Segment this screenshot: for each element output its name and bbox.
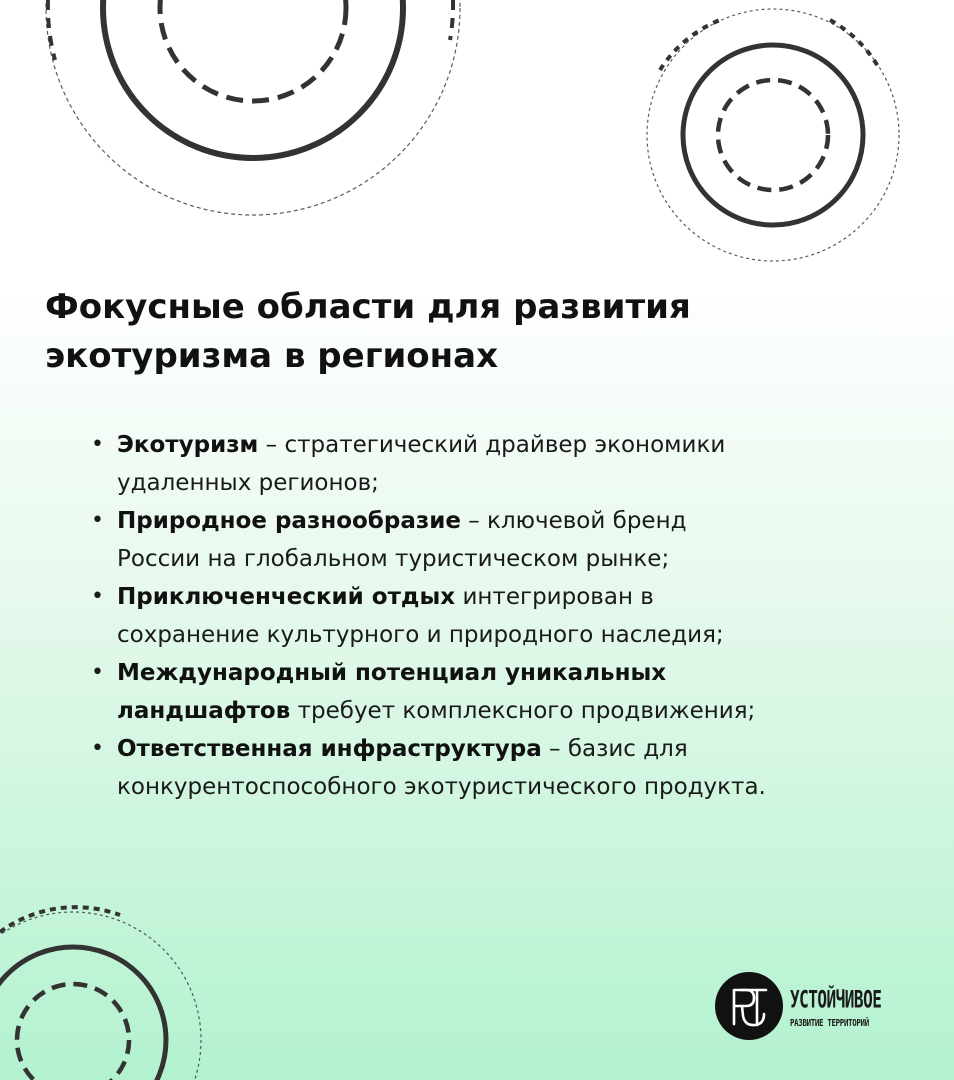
list-item-text: – стратегический драйвер экономики <box>258 432 726 458</box>
list-item-line <box>117 502 910 540</box>
list-item <box>90 502 910 578</box>
list-item-text: интегрирован в <box>455 584 654 610</box>
bullet-marker: • <box>91 660 104 685</box>
logo-title: УСТОЙЧИВОЕ <box>790 985 882 1014</box>
logo-text <box>790 985 882 1029</box>
list-item-term: Международный потенциал уникальных <box>117 660 667 686</box>
list-item <box>90 730 910 806</box>
list-item <box>90 426 910 502</box>
list-item-text: – базис для <box>541 736 688 762</box>
focus-areas-list <box>90 426 910 806</box>
rt-monogram-icon <box>715 972 783 1040</box>
bullet-marker: • <box>91 508 104 533</box>
list-item-term: Природное разнообразие <box>117 508 461 534</box>
list-item-line <box>117 730 910 768</box>
list-item-term: Экотуризм <box>117 432 259 458</box>
list-item <box>90 654 910 730</box>
list-item-term: Ответственная инфраструктура <box>117 736 542 762</box>
list-item-text: требует комплексного продвижения; <box>290 698 756 724</box>
list-item-text: сохранение культурного и природного наследия; <box>117 622 724 648</box>
title-line-2: экотуризма в регионах <box>45 336 499 376</box>
bullet-marker: • <box>91 736 104 761</box>
list-item-term: ландшафтов <box>117 698 291 724</box>
list-item-line <box>117 692 910 730</box>
bullet-marker: • <box>91 584 104 609</box>
concentric-rings-icon <box>46 0 460 215</box>
list-item-line <box>117 426 910 464</box>
list-item-text: России на глобальном туристическом рынке; <box>117 546 670 572</box>
concentric-rings-icon <box>647 9 899 261</box>
list-item-text: – ключевой бренд <box>460 508 687 534</box>
page-title <box>45 283 905 381</box>
list-item-line <box>117 654 910 692</box>
brand-logo <box>715 972 905 1040</box>
concentric-rings-icon <box>0 907 201 1080</box>
list-item-term: Приключенческий отдых <box>117 584 456 610</box>
title-line-1: Фокусные области для развития <box>45 287 691 327</box>
bullet-marker: • <box>91 432 104 457</box>
list-item-text: удаленных регионов; <box>117 470 379 496</box>
list-item-line <box>117 578 910 616</box>
logo-subtitle: РАЗВИТИЕ ТЕРРИТОРИЙ <box>790 1016 869 1029</box>
list-item-text: конкурентоспособного экотуристического продукта. <box>117 774 766 800</box>
list-item <box>90 578 910 654</box>
